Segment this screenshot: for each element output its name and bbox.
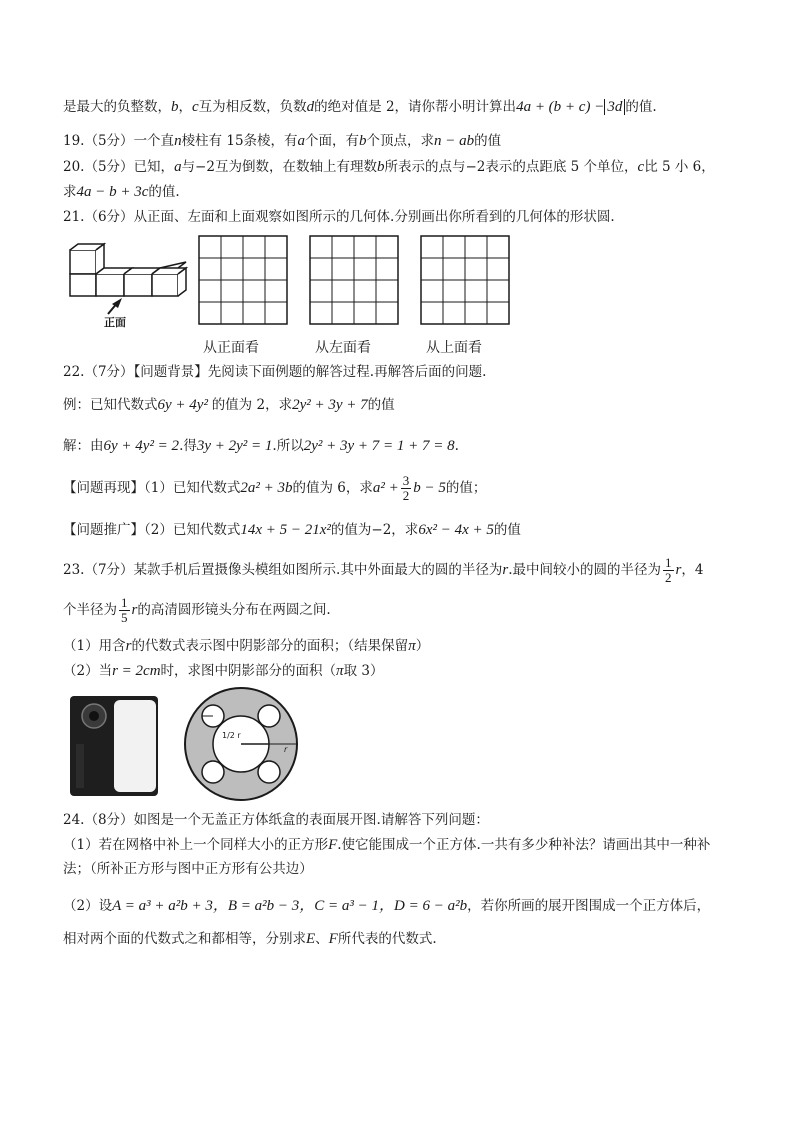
cube-side — [178, 268, 186, 296]
expression: 6y + 4y² = 2 — [103, 438, 180, 454]
text: 已知， — [133, 159, 175, 175]
lens-bottom-left — [202, 761, 224, 783]
text: 的值为−2，求 — [330, 522, 419, 538]
text: 例：已知代数式 — [63, 397, 158, 413]
var-d: d — [306, 99, 315, 115]
text: . — [454, 438, 459, 454]
var-c: c — [192, 99, 199, 115]
text: .最中间较小的圆的半径为 — [508, 562, 661, 578]
denominator: 2 — [665, 570, 672, 585]
var-b: b — [359, 133, 367, 149]
q23-sub1 — [63, 636, 429, 656]
phone-edge — [76, 744, 84, 788]
text: 的值为 6，求 — [292, 480, 373, 496]
camera-lens — [89, 711, 99, 721]
expression: 2y² + 3y + 7 = 1 + 7 = 8 — [303, 438, 455, 454]
phone-photo — [66, 692, 162, 800]
question-23 — [63, 553, 703, 587]
cube-face — [152, 274, 178, 296]
text: 相对两个面的代数式之和都相等，分别求 — [63, 931, 306, 947]
cube-face — [70, 274, 96, 296]
numerator: 3 — [402, 473, 410, 488]
fraction-3-2 — [401, 474, 412, 503]
var-r: r — [502, 562, 509, 578]
text: .所以 — [272, 438, 304, 454]
text: 互为相反数，负数 — [198, 99, 307, 115]
q18-tail-line: 是最大的负整数，b，c互为相反数，负数d的绝对值是 2，请你帮小明计算出4a + (b + c) − 3d 的值. — [63, 99, 657, 115]
question-20 — [63, 157, 715, 177]
text: 从正面、左面和上面观察如图所示的几何体.分别画出你所看到的几何体的形状圆. — [133, 209, 615, 225]
question-19 — [63, 131, 501, 151]
q24-sub1-line2 — [63, 859, 313, 879]
var-a: a — [297, 133, 306, 149]
text: 比 5 小 6， — [644, 159, 715, 175]
question-20-line2 — [63, 182, 180, 202]
question-24 — [63, 810, 489, 830]
var-pi: π — [408, 638, 416, 654]
text: 时，求图中阴影部分的面积（ — [160, 663, 337, 679]
text: 的值 — [367, 397, 395, 413]
question-number: 19.（5分） — [63, 133, 134, 149]
abs-expression: 3d — [604, 99, 625, 115]
expression: 2a² + 3b — [240, 480, 293, 496]
var-b: b — [376, 159, 385, 175]
caption-left-view: 从左面看 — [315, 340, 371, 356]
q22-part1 — [63, 471, 486, 505]
question-number: 22.（7分） — [63, 364, 134, 380]
solid-figure — [64, 240, 194, 332]
text: 所表示的点与−2表示的点距底 5 个单位， — [384, 159, 638, 175]
question-21 — [63, 207, 615, 227]
text: 的代数式表示图中阴影部分的面积；（结果保留 — [131, 638, 409, 654]
question-number: 23.（7分） — [63, 562, 134, 578]
text: ，4 — [681, 562, 704, 578]
var-n: n — [174, 133, 182, 149]
var-E: E — [306, 931, 316, 947]
text: （2）设 — [63, 898, 113, 914]
var-F: F — [328, 837, 338, 853]
text: 与−2互为倒数，在数轴上有理数 — [181, 159, 377, 175]
text: 某款手机后置摄像头模组如图所示.其中外面最大的圆的半径为 — [133, 562, 503, 578]
text: 【问题背景】先阅读下面例题的解答过程.再解答后面的问题. — [133, 364, 487, 380]
expression: n − ab — [434, 133, 475, 149]
text: 个半径为 — [63, 602, 117, 618]
label-r: r — [284, 745, 288, 754]
text: 所代表的代数式. — [337, 931, 437, 947]
var-r: r — [125, 638, 132, 654]
lens-bottom-right — [258, 761, 280, 783]
var-r: r — [131, 602, 138, 618]
var-a: a — [174, 159, 182, 175]
q22-example — [63, 395, 395, 415]
text: 解：由 — [63, 438, 104, 454]
expression: 2y² + 3y + 7 — [292, 397, 368, 413]
var-b: b — [171, 99, 179, 115]
expression: 6y + 4y² — [157, 397, 212, 413]
grid-front — [198, 235, 290, 327]
text: 一个直 — [133, 133, 175, 149]
text: 的绝对值是 2，请你帮小明计算出 — [314, 99, 517, 115]
numerator: 1 — [665, 555, 672, 570]
text: 个顶点，求 — [366, 133, 435, 149]
text: 如图是一个无盖正方体纸盒的表面展开图.请解答下列问题： — [133, 812, 489, 828]
question-23-line2 — [63, 593, 331, 627]
expression: a² + — [372, 480, 399, 496]
var-r: r — [675, 562, 682, 578]
caption-top-view: 从上面看 — [426, 340, 482, 356]
lens-top-right — [258, 705, 280, 727]
question-number: 24.（8分） — [63, 812, 134, 828]
text: （1）若在网格中补上一个同样大小的正方形 — [63, 837, 329, 853]
expression: r = 2cm — [112, 663, 161, 679]
text: 的值； — [445, 480, 487, 496]
q22-part2 — [63, 520, 521, 540]
expression: 6x² − 4x + 5 — [418, 522, 494, 538]
expression: 4a − b + 3c — [76, 184, 149, 200]
text: 的值. — [148, 184, 180, 200]
label-half-r: 1/2 r — [222, 731, 241, 740]
q24-sub2 — [63, 896, 710, 916]
text: 的值 — [474, 133, 502, 149]
text: .使它能围成一个正方体.一共有多少种补法？请画出其中一种补 — [337, 837, 711, 853]
cube-face — [70, 250, 96, 274]
text: 【问题推广】（2）已知代数式 — [63, 522, 241, 538]
definitions: A = a³ + a²b + 3，B = a²b − 3，C = a³ − 1，D = 6 − a²b — [112, 898, 468, 914]
question-22 — [63, 362, 486, 382]
text: 个面，有 — [305, 133, 360, 149]
q22-solution — [63, 436, 459, 456]
text: 是最大的负整数， — [63, 99, 171, 115]
cube-face — [96, 274, 124, 296]
fraction-1-2 — [663, 556, 674, 585]
cube-face — [124, 274, 152, 296]
expression: 14x + 5 − 21x² — [240, 522, 331, 538]
q24-sub2-line2 — [63, 929, 437, 949]
text: 的值. — [625, 99, 657, 115]
text: 、 — [315, 931, 329, 947]
text: 求 — [63, 184, 77, 200]
text: .得 — [179, 438, 197, 454]
phone-screen-reflection — [114, 700, 156, 792]
text: （1）用含 — [63, 638, 126, 654]
expression: 3y + 2y² = 1 — [196, 438, 273, 454]
text: 的值 — [493, 522, 521, 538]
text: （2）当 — [63, 663, 113, 679]
text: 【问题再现】（1）已知代数式 — [63, 480, 241, 496]
denominator: 5 — [121, 610, 128, 625]
expression: 4a + (b + c) − — [516, 99, 605, 115]
var-F: F — [328, 931, 338, 947]
text: 的值为 2，求 — [211, 397, 293, 413]
text: 的高清圆形镜头分布在两圆之间. — [137, 602, 331, 618]
camera-diagram — [180, 686, 304, 804]
question-number: 21.（6分） — [63, 209, 134, 225]
grid-left — [309, 235, 401, 327]
grid-top — [420, 235, 512, 327]
var-c: c — [637, 159, 645, 175]
q23-sub2 — [63, 661, 383, 681]
front-label: 正面 — [104, 316, 126, 329]
text: 取 3） — [343, 663, 384, 679]
denominator: 2 — [402, 488, 410, 503]
text: ，若你所画的展开图围成一个正方体后， — [467, 898, 711, 914]
expression: b − 5 — [413, 480, 446, 496]
text: 法；（所补正方形与图中正方形有公共边） — [63, 861, 313, 877]
q24-sub1 — [63, 835, 710, 855]
caption-front-view: 从正面看 — [203, 340, 259, 356]
question-number: 20.（5分） — [63, 159, 134, 175]
var-pi: π — [336, 663, 344, 679]
fraction-1-5 — [119, 596, 130, 625]
text: ） — [415, 638, 430, 654]
text: 棱柱有 15条棱，有 — [181, 133, 298, 149]
numerator: 1 — [121, 595, 128, 610]
